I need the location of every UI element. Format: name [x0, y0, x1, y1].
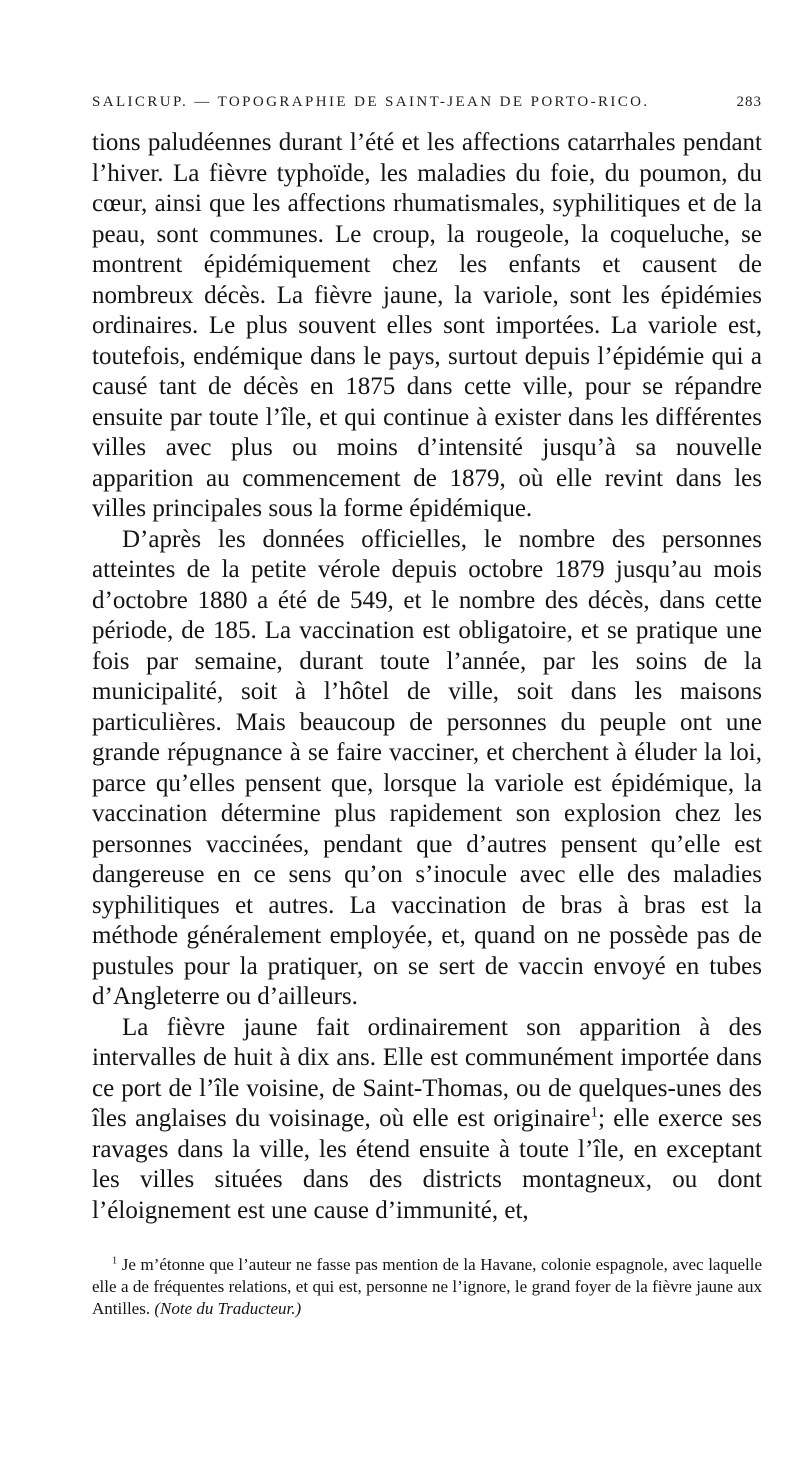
paragraph-3 [92, 1013, 762, 1227]
body-text [92, 128, 762, 1226]
footnote [92, 1254, 762, 1320]
footnote-text: Je m’étonne que l’auteur ne fasse pas mention de la Havane, colonie espagnole, avec laquelle elle a de fréquentes relations, et qui est, personne ne l’ignore, le grand foyer de la fièvre jaune aux Antilles. [92, 1255, 762, 1318]
paragraph-3-text-b: ; elle exerce ses ravages dans la ville, les étend ensuite à toute l’île, en exceptant les villes situées dans des districts montagneux, ou dont l’éloignement est une cause d’immunité, et, [92, 1105, 763, 1224]
running-title: SALICRUP. — TOPOGRAPHIE DE SAINT-JEAN DE PORTO-RICO. [92, 94, 650, 110]
running-header [92, 90, 762, 120]
paragraph-2: D’après les données officielles, le nombre des personnes atteintes de la petite vérole depuis octobre 1879 jusqu’au mois d’octobre 1880 a été de 549, et le nombre des décès, dans cette période, de 185. La vaccination est obligatoire, et se pratique une fois par semaine, durant toute l’année, par les soins de la municipalité, soit à l’hôtel de ville, soit dans les maisons particulières. Mais beaucoup de personnes du peuple ont une grande répugnance à se faire vacciner, et cherchent à éluder la loi, parce qu’elles pensent que, lorsque la variole est épidémique, la vaccination détermine plus rapidement son explosion chez les personnes vaccinées, pendant que d’autres pensent qu’elle est dangereuse en ce sens qu’on s’inocule avec elle des maladies syphilitiques et autres. La vaccination de bras à bras est la méthode généralement employée, et, quand on ne possède pas de pustules pour la pratiquer, on se sert de vaccin envoyé en tubes d’Angleterre ou d’ailleurs. [92, 525, 762, 1010]
footnote-signature: (Note du Traducteur.) [154, 1299, 302, 1318]
paragraph-1: tions paludéennes durant l’été et les affections catarrhales pendant l’hiver. La fièvre typhoïde, les maladies du foie, du poumon, du cœur, ainsi que les affections rhumatismales, syphilitiques et de la peau, sont communes. Le croup, la rougeole, la coqueluche, se montrent épidémiquement chez les enfants et causent de nombreux décès. La fièvre jaune, la variole, sont les épidémies ordinaires. Le plus souvent elles sont importées. La variole est, toutefois, endémique dans le pays, surtout depuis l’épidémie qui a causé tant de décès en 1875 dans cette ville, pour se répandre ensuite par toute l’île, et qui continue à exister dans les différentes villes avec plus ou moins d’intensité jusqu’à sa nouvelle apparition au commencement de 1879, où elle revint dans les villes principales sous la forme épidémique. [92, 129, 762, 522]
footnote-reference[interactable]: 1 [590, 1104, 598, 1121]
book-page [92, 90, 762, 1320]
page-number: 283 [736, 94, 762, 110]
footnote-marker: 1 [112, 1255, 118, 1267]
paragraph-3-text-a: La fièvre jaune fait ordinairement son apparition à des intervalles de huit à dix ans. Elle est communément importée dans ce port de l’île voisine, de Saint-Thomas, ou de quelques-unes des îles anglaises du voisinage, où elle est originaire [92, 1013, 762, 1132]
